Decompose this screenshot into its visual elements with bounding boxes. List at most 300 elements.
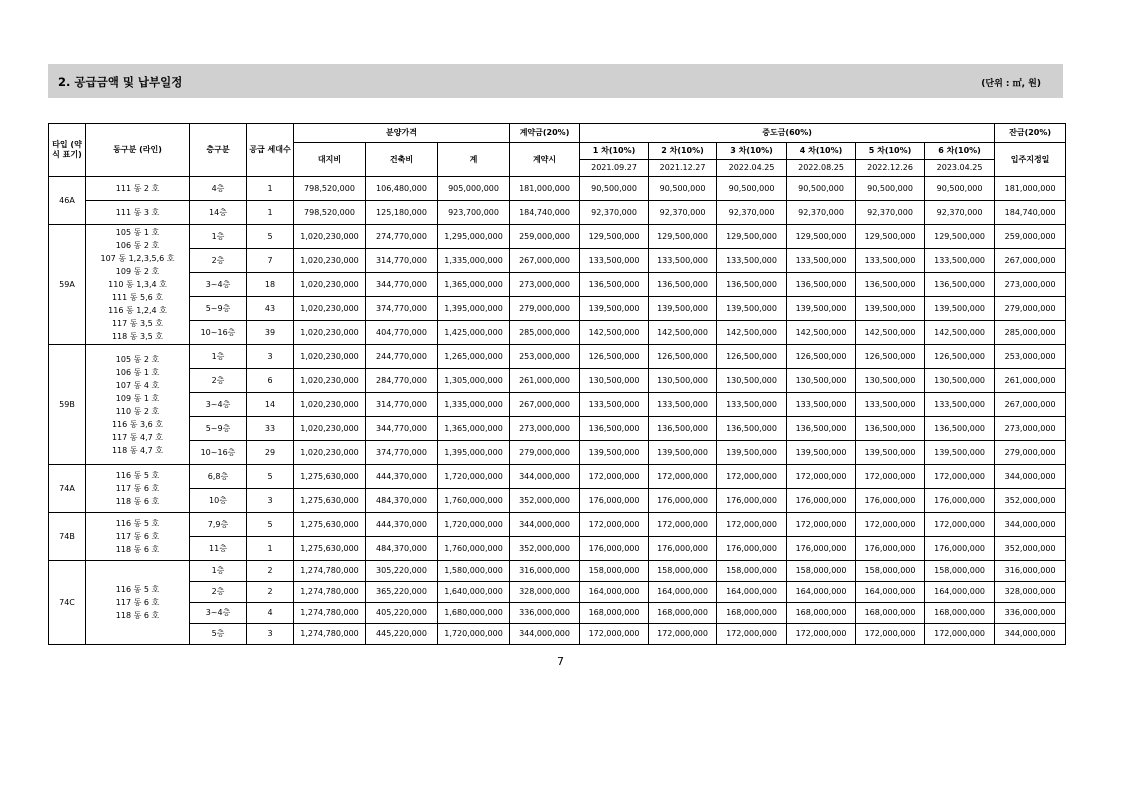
header-land-cost: 대지비 — [294, 143, 366, 177]
unit-line: 111 동 5,6 호 — [111, 293, 164, 302]
middle-payment-cell: 136,500,000 — [925, 273, 995, 297]
middle-payment-cell: 126,500,000 — [925, 345, 995, 369]
table-row — [49, 537, 1066, 561]
floor-cell: 2층 — [190, 369, 247, 393]
middle-payment-cell: 129,500,000 — [787, 225, 856, 249]
building-cost-cell: 125,180,000 — [366, 201, 438, 225]
middle-payment-cell: 176,000,000 — [856, 537, 925, 561]
unit-line: 110 동 2 호 — [115, 406, 160, 416]
unit-line: 109 동 2 호 — [115, 267, 160, 276]
supply-count-cell: 6 — [247, 369, 294, 393]
middle-payment-cell: 129,500,000 — [580, 225, 649, 249]
land-cost-cell: 1,274,780,000 — [294, 582, 366, 603]
middle-payment-cell: 130,500,000 — [856, 369, 925, 393]
supply-count-cell: 5 — [247, 513, 294, 537]
middle-payment-cell: 158,000,000 — [925, 561, 995, 582]
balance-cell: 261,000,000 — [995, 369, 1066, 393]
total-price-cell: 905,000,000 — [438, 177, 510, 201]
header-balance: 잔금(20%) — [995, 124, 1066, 143]
total-price-cell: 1,395,000,000 — [438, 441, 510, 465]
deposit-cell: 184,740,000 — [510, 201, 580, 225]
supply-count-cell: 1 — [247, 201, 294, 225]
middle-payment-cell: 176,000,000 — [925, 537, 995, 561]
middle-payment-cell: 176,000,000 — [649, 489, 717, 513]
header-installment-date: 2021.12.27 — [649, 160, 717, 177]
middle-payment-cell: 133,500,000 — [925, 249, 995, 273]
floor-cell: 5~9층 — [190, 417, 247, 441]
land-cost-cell: 1,020,230,000 — [294, 369, 366, 393]
middle-payment-cell: 92,370,000 — [717, 201, 787, 225]
middle-payment-cell: 129,500,000 — [649, 225, 717, 249]
floor-cell: 3~4층 — [190, 393, 247, 417]
middle-payment-cell: 158,000,000 — [649, 561, 717, 582]
supply-count-cell: 3 — [247, 345, 294, 369]
table-row — [49, 513, 1066, 537]
middle-payment-cell: 176,000,000 — [580, 489, 649, 513]
deposit-cell: 273,000,000 — [510, 273, 580, 297]
land-cost-cell: 1,275,630,000 — [294, 465, 366, 489]
middle-payment-cell: 90,500,000 — [580, 177, 649, 201]
table-row — [49, 273, 1066, 297]
header-installment-date: 2022.12.26 — [856, 160, 925, 177]
building-cost-cell: 404,770,000 — [366, 321, 438, 345]
header-sale-price: 분양가격 — [294, 124, 510, 143]
type-cell: 74A — [49, 465, 86, 513]
middle-payment-cell: 142,500,000 — [787, 321, 856, 345]
middle-payment-cell: 158,000,000 — [856, 561, 925, 582]
deposit-cell: 181,000,000 — [510, 177, 580, 201]
total-price-cell: 1,720,000,000 — [438, 624, 510, 645]
land-cost-cell: 1,275,630,000 — [294, 537, 366, 561]
balance-cell: 267,000,000 — [995, 393, 1066, 417]
total-price-cell: 1,295,000,000 — [438, 225, 510, 249]
header-installment-label: 5 차(10%) — [856, 143, 925, 160]
unit-division-cell — [86, 561, 190, 645]
supply-count-cell: 2 — [247, 582, 294, 603]
building-cost-cell: 305,220,000 — [366, 561, 438, 582]
middle-payment-cell: 90,500,000 — [856, 177, 925, 201]
middle-payment-cell: 158,000,000 — [580, 561, 649, 582]
supply-count-cell: 18 — [247, 273, 294, 297]
price-schedule-table — [48, 123, 1066, 645]
supply-count-cell: 14 — [247, 393, 294, 417]
middle-payment-cell: 90,500,000 — [649, 177, 717, 201]
middle-payment-cell: 172,000,000 — [856, 624, 925, 645]
building-cost-cell: 374,770,000 — [366, 441, 438, 465]
middle-payment-cell: 176,000,000 — [649, 537, 717, 561]
total-price-cell: 1,395,000,000 — [438, 297, 510, 321]
floor-cell: 2층 — [190, 582, 247, 603]
middle-payment-cell: 142,500,000 — [925, 321, 995, 345]
middle-payment-cell: 139,500,000 — [787, 297, 856, 321]
type-cell: 59B — [49, 345, 86, 465]
deposit-cell: 261,000,000 — [510, 369, 580, 393]
total-price-cell: 1,720,000,000 — [438, 513, 510, 537]
header-installment-label: 4 차(10%) — [787, 143, 856, 160]
floor-cell: 2층 — [190, 249, 247, 273]
middle-payment-cell: 136,500,000 — [717, 273, 787, 297]
balance-cell: 267,000,000 — [995, 249, 1066, 273]
middle-payment-cell: 164,000,000 — [580, 582, 649, 603]
table-row — [49, 177, 1066, 201]
floor-cell: 1층 — [190, 345, 247, 369]
middle-payment-cell: 92,370,000 — [580, 201, 649, 225]
balance-cell: 344,000,000 — [995, 465, 1066, 489]
table-row — [49, 369, 1066, 393]
total-price-cell: 1,305,000,000 — [438, 369, 510, 393]
middle-payment-cell: 164,000,000 — [787, 582, 856, 603]
land-cost-cell: 1,020,230,000 — [294, 417, 366, 441]
unit-division-cell — [86, 345, 190, 465]
deposit-cell: 267,000,000 — [510, 393, 580, 417]
floor-cell: 14층 — [190, 201, 247, 225]
table-body — [49, 177, 1066, 645]
deposit-cell: 344,000,000 — [510, 624, 580, 645]
middle-payment-cell: 139,500,000 — [856, 441, 925, 465]
floor-cell: 7,9층 — [190, 513, 247, 537]
balance-cell: 181,000,000 — [995, 177, 1066, 201]
deposit-cell: 352,000,000 — [510, 489, 580, 513]
middle-payment-cell: 168,000,000 — [856, 603, 925, 624]
middle-payment-cell: 172,000,000 — [787, 624, 856, 645]
middle-payment-cell: 133,500,000 — [925, 393, 995, 417]
middle-payment-cell: 130,500,000 — [649, 369, 717, 393]
table-row — [49, 345, 1066, 369]
building-cost-cell: 244,770,000 — [366, 345, 438, 369]
middle-payment-cell: 133,500,000 — [787, 249, 856, 273]
unit-line: 106 동 2 호 — [115, 241, 160, 250]
unit-division-cell: 111 동 3 호 — [86, 201, 190, 225]
floor-cell: 1층 — [190, 225, 247, 249]
land-cost-cell: 1,020,230,000 — [294, 297, 366, 321]
building-cost-cell: 344,770,000 — [366, 417, 438, 441]
deposit-cell: 259,000,000 — [510, 225, 580, 249]
supply-count-cell: 3 — [247, 489, 294, 513]
building-cost-cell: 374,770,000 — [366, 297, 438, 321]
middle-payment-cell: 164,000,000 — [925, 582, 995, 603]
total-price-cell: 1,335,000,000 — [438, 249, 510, 273]
unit-division-cell — [86, 465, 190, 513]
type-cell: 59A — [49, 225, 86, 345]
unit-line: 118 동 3,5 호 — [111, 332, 164, 341]
middle-payment-cell: 158,000,000 — [717, 561, 787, 582]
balance-cell: 279,000,000 — [995, 441, 1066, 465]
unit-line: 117 동 6 호 — [115, 484, 160, 493]
land-cost-cell: 1,274,780,000 — [294, 624, 366, 645]
middle-payment-cell: 139,500,000 — [580, 297, 649, 321]
middle-payment-cell: 90,500,000 — [925, 177, 995, 201]
middle-payment-cell: 139,500,000 — [717, 297, 787, 321]
balance-cell: 344,000,000 — [995, 513, 1066, 537]
table-row — [49, 603, 1066, 624]
supply-count-cell: 5 — [247, 465, 294, 489]
supply-count-cell: 4 — [247, 603, 294, 624]
supply-count-cell: 7 — [247, 249, 294, 273]
building-cost-cell: 344,770,000 — [366, 273, 438, 297]
balance-cell: 184,740,000 — [995, 201, 1066, 225]
land-cost-cell: 1,274,780,000 — [294, 603, 366, 624]
middle-payment-cell: 139,500,000 — [925, 297, 995, 321]
unit-line: 105 동 1 호 — [115, 228, 160, 237]
header-total: 계 — [438, 143, 510, 177]
header-supply-count: 공급 세대수 — [247, 124, 294, 177]
middle-payment-cell: 90,500,000 — [787, 177, 856, 201]
balance-cell: 352,000,000 — [995, 489, 1066, 513]
floor-cell: 5층 — [190, 624, 247, 645]
table-row — [49, 225, 1066, 249]
header-installment-label: 2 차(10%) — [649, 143, 717, 160]
building-cost-cell: 314,770,000 — [366, 393, 438, 417]
building-cost-cell: 405,220,000 — [366, 603, 438, 624]
building-cost-cell: 484,370,000 — [366, 537, 438, 561]
middle-payment-cell: 130,500,000 — [580, 369, 649, 393]
land-cost-cell: 1,020,230,000 — [294, 441, 366, 465]
header-type: 타입 (약식 표기) — [49, 124, 86, 177]
middle-payment-cell: 172,000,000 — [717, 465, 787, 489]
land-cost-cell: 798,520,000 — [294, 201, 366, 225]
middle-payment-cell: 139,500,000 — [856, 297, 925, 321]
building-cost-cell: 106,480,000 — [366, 177, 438, 201]
table-row — [49, 393, 1066, 417]
deposit-cell: 328,000,000 — [510, 582, 580, 603]
unit-division-cell: 111 동 2 호 — [86, 177, 190, 201]
middle-payment-cell: 136,500,000 — [580, 273, 649, 297]
section-title: 2. 공급금액 및 납부일정 — [58, 75, 183, 89]
middle-payment-cell: 133,500,000 — [649, 393, 717, 417]
header-deposit: 계약금(20%) — [510, 124, 580, 143]
middle-payment-cell: 129,500,000 — [856, 225, 925, 249]
building-cost-cell: 444,370,000 — [366, 465, 438, 489]
table-row — [49, 417, 1066, 441]
balance-cell: 253,000,000 — [995, 345, 1066, 369]
deposit-cell: 253,000,000 — [510, 345, 580, 369]
deposit-cell: 273,000,000 — [510, 417, 580, 441]
balance-cell: 279,000,000 — [995, 297, 1066, 321]
table-row — [49, 441, 1066, 465]
header-installment-date: 2021.09.27 — [580, 160, 649, 177]
supply-count-cell: 39 — [247, 321, 294, 345]
floor-cell: 3~4층 — [190, 273, 247, 297]
balance-cell: 285,000,000 — [995, 321, 1066, 345]
total-price-cell: 1,580,000,000 — [438, 561, 510, 582]
middle-payment-cell: 176,000,000 — [580, 537, 649, 561]
middle-payment-cell: 176,000,000 — [787, 537, 856, 561]
middle-payment-cell: 168,000,000 — [717, 603, 787, 624]
land-cost-cell: 1,020,230,000 — [294, 249, 366, 273]
middle-payment-cell: 136,500,000 — [649, 417, 717, 441]
middle-payment-cell: 172,000,000 — [925, 465, 995, 489]
building-cost-cell: 365,220,000 — [366, 582, 438, 603]
unit-line: 109 동 1 호 — [115, 393, 160, 403]
building-cost-cell: 484,370,000 — [366, 489, 438, 513]
type-cell: 74C — [49, 561, 86, 645]
middle-payment-cell: 172,000,000 — [649, 513, 717, 537]
middle-payment-cell: 136,500,000 — [856, 273, 925, 297]
land-cost-cell: 1,275,630,000 — [294, 513, 366, 537]
table-row — [49, 582, 1066, 603]
unit-line: 118 동 6 호 — [115, 545, 160, 554]
middle-payment-cell: 139,500,000 — [787, 441, 856, 465]
table-row — [49, 561, 1066, 582]
middle-payment-cell: 130,500,000 — [787, 369, 856, 393]
total-price-cell: 1,760,000,000 — [438, 489, 510, 513]
table-row — [49, 249, 1066, 273]
middle-payment-cell: 172,000,000 — [717, 624, 787, 645]
middle-payment-cell: 92,370,000 — [925, 201, 995, 225]
total-price-cell: 1,365,000,000 — [438, 273, 510, 297]
unit-line: 116 동 5 호 — [115, 585, 160, 594]
middle-payment-cell: 172,000,000 — [787, 465, 856, 489]
deposit-cell: 352,000,000 — [510, 537, 580, 561]
middle-payment-cell: 129,500,000 — [717, 225, 787, 249]
header-installment-label: 1 차(10%) — [580, 143, 649, 160]
land-cost-cell: 1,275,630,000 — [294, 489, 366, 513]
middle-payment-cell: 133,500,000 — [717, 393, 787, 417]
building-cost-cell: 445,220,000 — [366, 624, 438, 645]
middle-payment-cell: 164,000,000 — [649, 582, 717, 603]
floor-cell: 4층 — [190, 177, 247, 201]
middle-payment-cell: 172,000,000 — [925, 513, 995, 537]
header-building-cost: 건축비 — [366, 143, 438, 177]
table-row — [49, 624, 1066, 645]
middle-payment-cell: 172,000,000 — [925, 624, 995, 645]
unit-line: 116 동 1,2,4 호 — [108, 306, 167, 315]
middle-payment-cell: 164,000,000 — [856, 582, 925, 603]
total-price-cell: 1,640,000,000 — [438, 582, 510, 603]
balance-cell: 273,000,000 — [995, 417, 1066, 441]
floor-cell: 3~4층 — [190, 603, 247, 624]
middle-payment-cell: 168,000,000 — [649, 603, 717, 624]
header-installment-date: 2022.08.25 — [787, 160, 856, 177]
unit-line: 117 동 6 호 — [115, 532, 160, 541]
unit-line: 105 동 2 호 — [115, 354, 160, 364]
land-cost-cell: 1,020,230,000 — [294, 321, 366, 345]
building-cost-cell: 314,770,000 — [366, 249, 438, 273]
unit-note: (단위 : ㎡, 원) — [981, 79, 1041, 89]
middle-payment-cell: 142,500,000 — [649, 321, 717, 345]
middle-payment-cell: 133,500,000 — [580, 249, 649, 273]
land-cost-cell: 1,274,780,000 — [294, 561, 366, 582]
middle-payment-cell: 126,500,000 — [580, 345, 649, 369]
type-cell: 46A — [49, 177, 86, 225]
deposit-cell: 344,000,000 — [510, 513, 580, 537]
supply-count-cell: 2 — [247, 561, 294, 582]
type-cell: 74B — [49, 513, 86, 561]
unit-division-cell — [86, 513, 190, 561]
middle-payment-cell: 168,000,000 — [787, 603, 856, 624]
middle-payment-cell: 136,500,000 — [649, 273, 717, 297]
floor-cell: 5~9층 — [190, 297, 247, 321]
middle-payment-cell: 126,500,000 — [649, 345, 717, 369]
middle-payment-cell: 172,000,000 — [580, 624, 649, 645]
middle-payment-cell: 176,000,000 — [787, 489, 856, 513]
land-cost-cell: 1,020,230,000 — [294, 273, 366, 297]
middle-payment-cell: 139,500,000 — [717, 441, 787, 465]
table-row — [49, 297, 1066, 321]
middle-payment-cell: 136,500,000 — [856, 417, 925, 441]
middle-payment-cell: 92,370,000 — [649, 201, 717, 225]
floor-cell: 11층 — [190, 537, 247, 561]
header-installment-date: 2022.04.25 — [717, 160, 787, 177]
header-installment-label: 6 차(10%) — [925, 143, 995, 160]
total-price-cell: 1,680,000,000 — [438, 603, 510, 624]
middle-payment-cell: 126,500,000 — [856, 345, 925, 369]
middle-payment-cell: 92,370,000 — [856, 201, 925, 225]
balance-cell: 328,000,000 — [995, 582, 1066, 603]
header-deposit-timing: 계약시 — [510, 143, 580, 177]
middle-payment-cell: 139,500,000 — [649, 297, 717, 321]
middle-payment-cell: 133,500,000 — [856, 249, 925, 273]
middle-payment-cell: 133,500,000 — [856, 393, 925, 417]
middle-payment-cell: 172,000,000 — [856, 465, 925, 489]
table-row — [49, 321, 1066, 345]
header-middle-payment: 중도금(60%) — [580, 124, 995, 143]
middle-payment-cell: 133,500,000 — [649, 249, 717, 273]
unit-line: 106 동 1 호 — [115, 367, 160, 377]
deposit-cell: 279,000,000 — [510, 441, 580, 465]
middle-payment-cell: 172,000,000 — [649, 624, 717, 645]
middle-payment-cell: 168,000,000 — [925, 603, 995, 624]
middle-payment-cell: 176,000,000 — [856, 489, 925, 513]
header-installment-date: 2023.04.25 — [925, 160, 995, 177]
unit-line: 107 동 4 호 — [115, 380, 160, 390]
middle-payment-cell: 172,000,000 — [717, 513, 787, 537]
floor-cell: 10층 — [190, 489, 247, 513]
middle-payment-cell: 130,500,000 — [925, 369, 995, 393]
supply-count-cell: 29 — [247, 441, 294, 465]
total-price-cell: 923,700,000 — [438, 201, 510, 225]
middle-payment-cell: 139,500,000 — [649, 441, 717, 465]
deposit-cell: 336,000,000 — [510, 603, 580, 624]
building-cost-cell: 274,770,000 — [366, 225, 438, 249]
land-cost-cell: 798,520,000 — [294, 177, 366, 201]
header-installment-label: 3 차(10%) — [717, 143, 787, 160]
unit-line: 116 동 5 호 — [115, 519, 160, 528]
middle-payment-cell: 142,500,000 — [856, 321, 925, 345]
unit-line: 116 동 5 호 — [115, 471, 160, 480]
middle-payment-cell: 172,000,000 — [856, 513, 925, 537]
unit-line: 117 동 3,5 호 — [111, 319, 164, 328]
unit-line: 110 동 1,3,4 호 — [108, 280, 167, 289]
middle-payment-cell: 176,000,000 — [717, 537, 787, 561]
floor-cell: 10~16층 — [190, 321, 247, 345]
total-price-cell: 1,720,000,000 — [438, 465, 510, 489]
deposit-cell: 285,000,000 — [510, 321, 580, 345]
middle-payment-cell: 164,000,000 — [717, 582, 787, 603]
page-number: 7 — [557, 655, 564, 668]
middle-payment-cell: 92,370,000 — [787, 201, 856, 225]
middle-payment-cell: 136,500,000 — [925, 417, 995, 441]
balance-cell: 259,000,000 — [995, 225, 1066, 249]
section-header-bar — [48, 64, 1063, 98]
middle-payment-cell: 158,000,000 — [787, 561, 856, 582]
table-row — [49, 489, 1066, 513]
unit-line: 117 동 4,7 호 — [111, 432, 164, 442]
total-price-cell: 1,425,000,000 — [438, 321, 510, 345]
total-price-cell: 1,335,000,000 — [438, 393, 510, 417]
land-cost-cell: 1,020,230,000 — [294, 225, 366, 249]
land-cost-cell: 1,020,230,000 — [294, 345, 366, 369]
supply-count-cell: 1 — [247, 177, 294, 201]
unit-line: 107 동 1,2,3,5,6 호 — [100, 254, 175, 263]
supply-count-cell: 5 — [247, 225, 294, 249]
middle-payment-cell: 133,500,000 — [787, 393, 856, 417]
middle-payment-cell: 136,500,000 — [580, 417, 649, 441]
table-row — [49, 201, 1066, 225]
middle-payment-cell: 172,000,000 — [580, 513, 649, 537]
middle-payment-cell: 90,500,000 — [717, 177, 787, 201]
header-unit-division: 동구분 (라인) — [86, 124, 190, 177]
